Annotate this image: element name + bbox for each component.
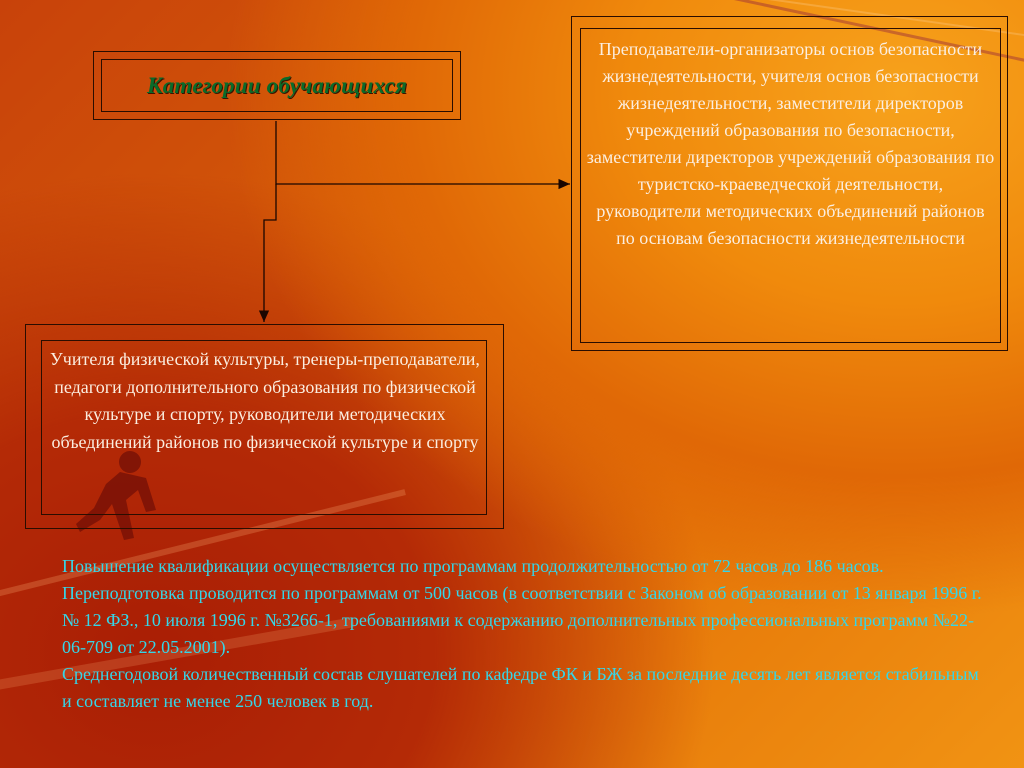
- info-paragraph-retraining: Переподготовка проводится по программам от 500 часов (в соответствии с Законом об образовании от 13 января 1996 г. № 12 ФЗ., 10 июля 1996 г. №3266-1, требованиями к содержанию дополнительных профессиональных программ №22-06-709 от 22.05.2001).: [62, 583, 982, 657]
- left-category-text: Учителя физической культуры, тренеры-преподаватели, педагоги дополнительного образования по физической культуре и спорту, руководители методических объединений районов по физической культуре и спорту: [50, 349, 480, 452]
- connector-to-right-box: [276, 121, 570, 184]
- connector-to-left-box: [264, 184, 276, 322]
- info-paragraph-students: Среднегодовой количественный состав слушателей по кафедре ФК и БЖ за последние десять лет является стабильным и составляет не менее 250 человек в год.: [62, 664, 979, 711]
- info-text-block: [62, 553, 992, 715]
- info-paragraph-qualification: Повышение квалификации осуществляется по программам продолжительностью от 72 часов до 186 часов.: [62, 556, 884, 576]
- right-category-text: Преподаватели-организаторы основ безопасности жизнедеятельности, учителя основ безопасности жизнедеятельности, заместители директоров учреждений образования по безопасности, заместители директоров учреждений образования по туристско-краеведческой деятельности, руководители методических объединений районов по основам безопасности жизнедеятельности: [586, 39, 995, 248]
- category-title: Категории обучающихся: [146, 72, 408, 98]
